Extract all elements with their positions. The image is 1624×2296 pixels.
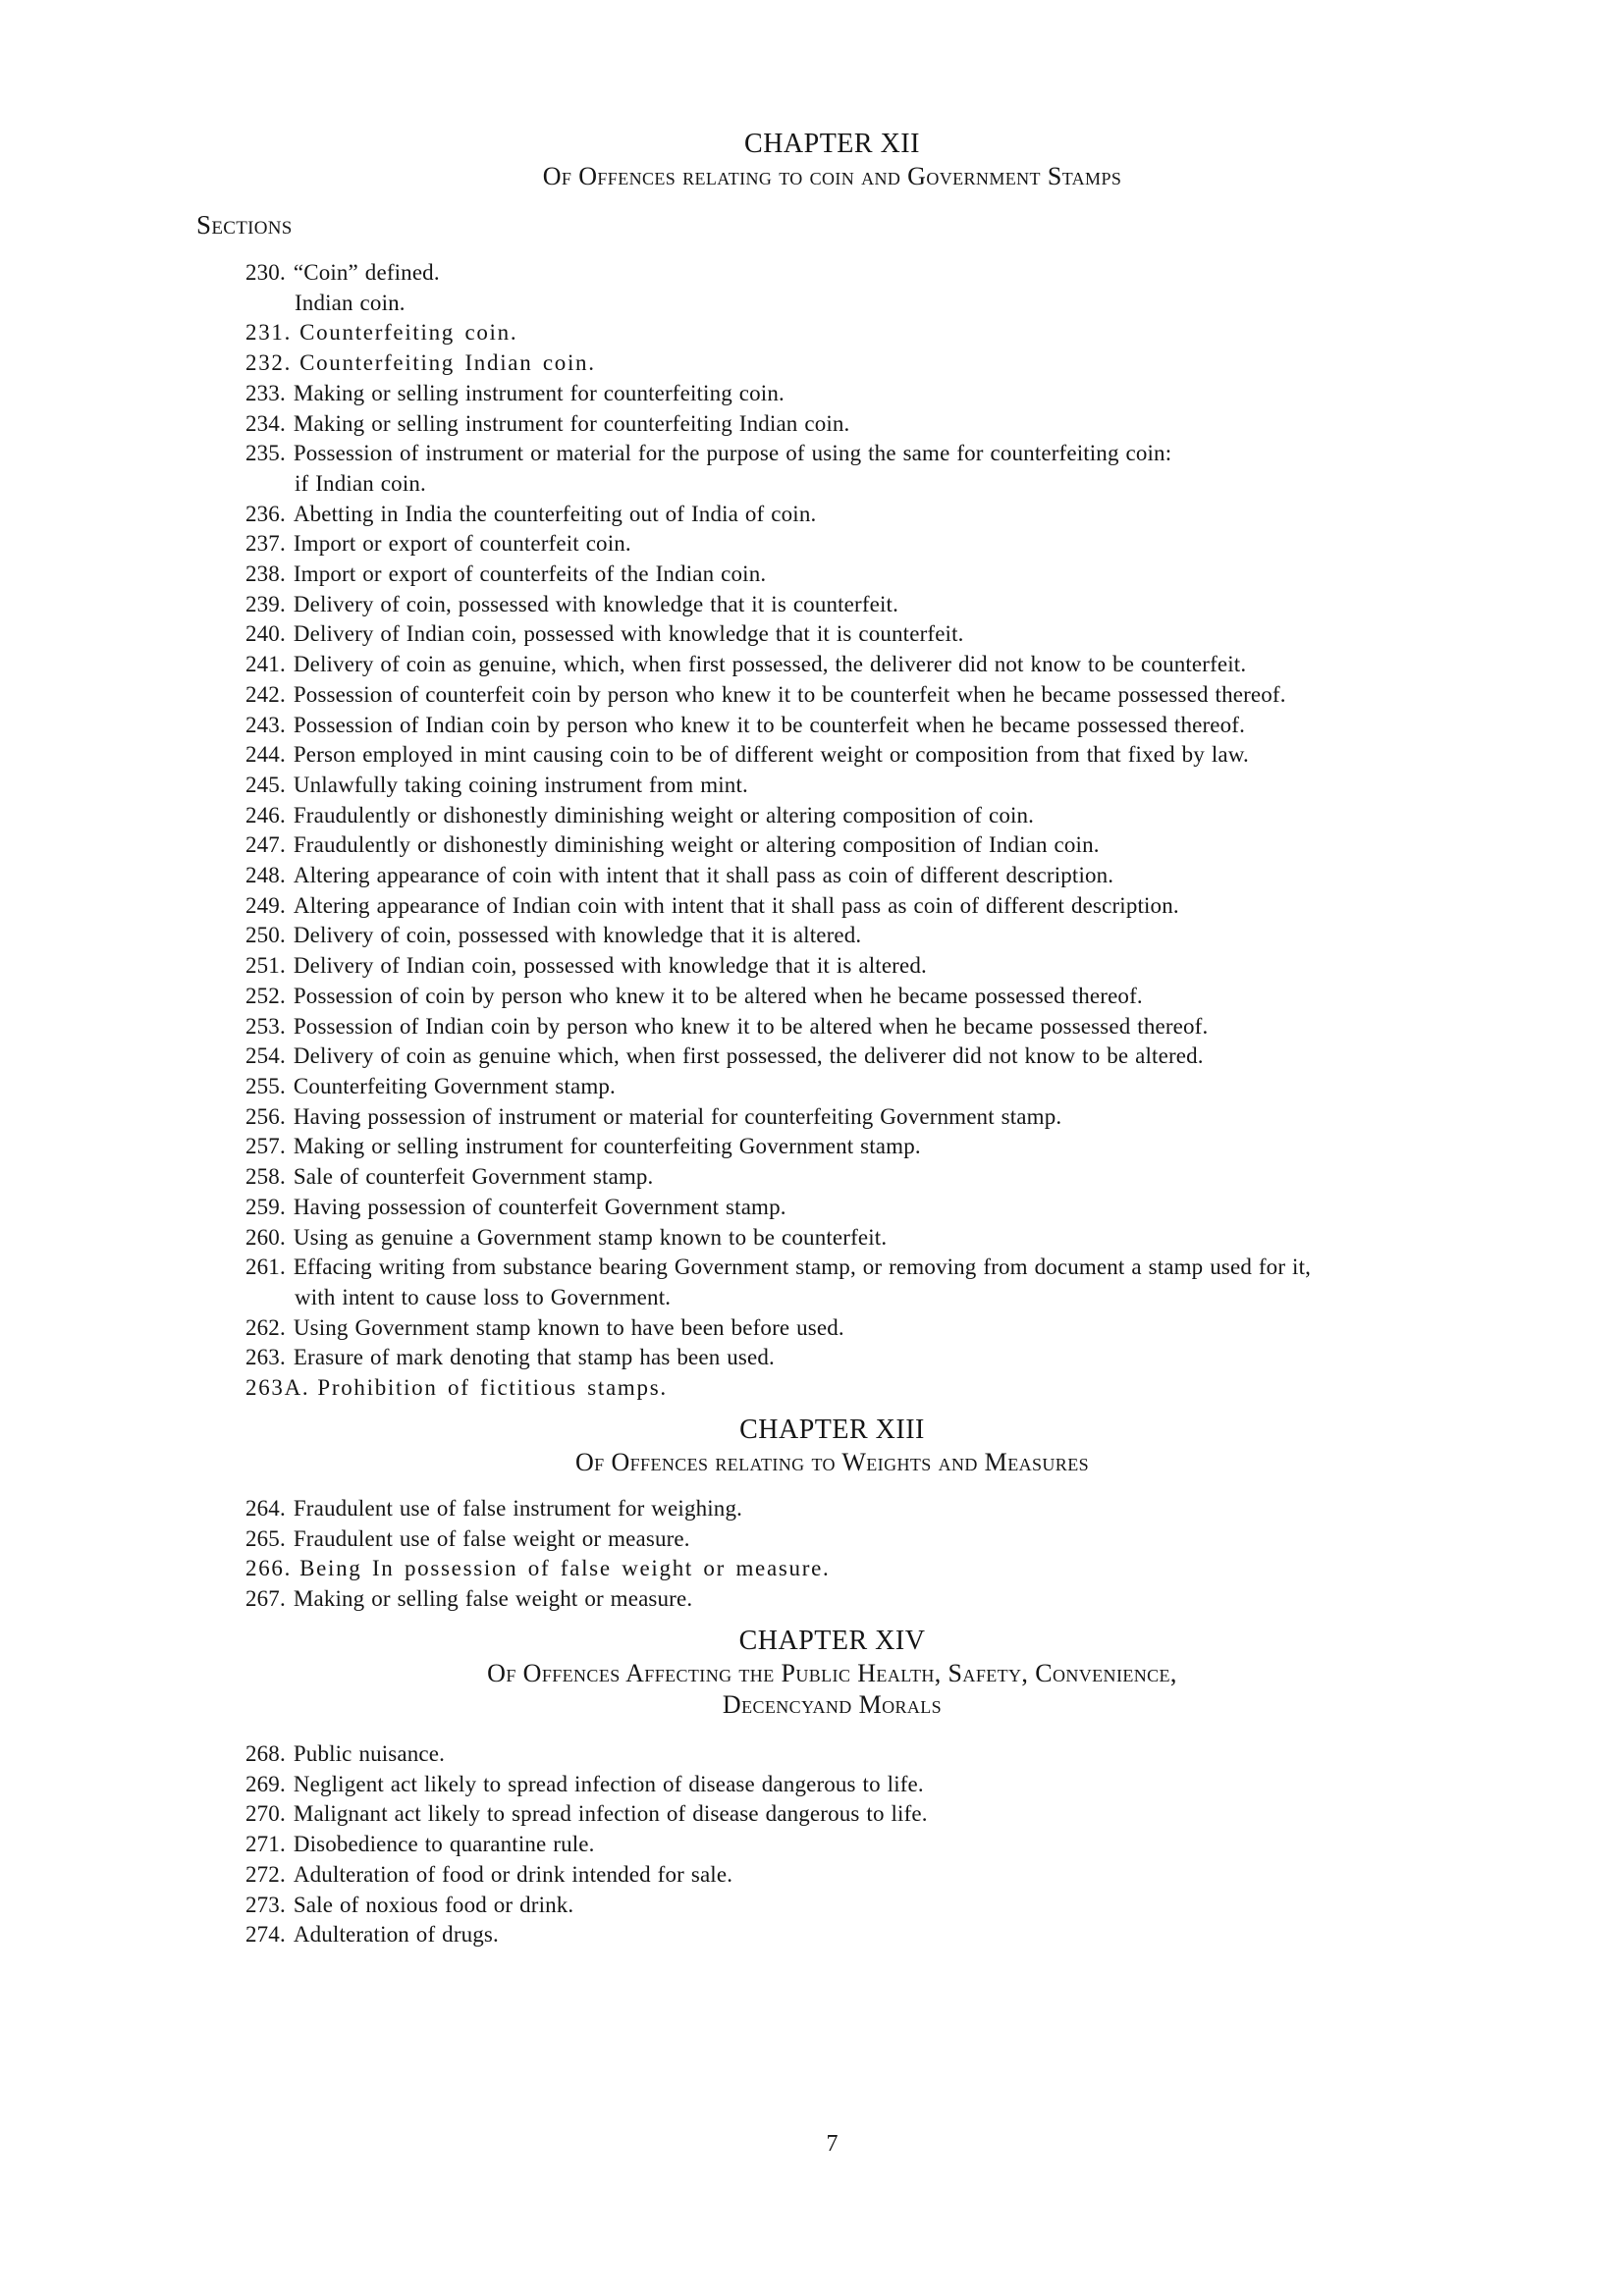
toc-item-number: 264. <box>245 1496 286 1521</box>
toc-item-263A <box>196 1373 1468 1404</box>
toc-item-text: Being In possession of false weight or measure. <box>299 1556 831 1581</box>
toc-item-number: 251. <box>245 953 286 979</box>
toc-item-262 <box>196 1313 1468 1344</box>
toc-item-273 <box>196 1891 1468 1921</box>
toc-item-number: 241. <box>245 652 286 677</box>
toc-item-text: “Coin” defined. <box>293 260 440 285</box>
content-column <box>196 0 1468 2296</box>
toc-item-number: 254. <box>245 1043 286 1069</box>
toc-item-274 <box>196 1920 1468 1950</box>
toc-item-258 <box>196 1162 1468 1193</box>
toc-item-text: Fraudulently or dishonestly diminishing weight or altering composition of coin. <box>293 802 1035 828</box>
toc-item-number: 243. <box>245 712 286 737</box>
toc-item-number: 269. <box>245 1771 286 1796</box>
toc-item-271 <box>196 1830 1468 1860</box>
toc-item-text: Delivery of coin as genuine which, when first possessed, the deliverer did not know to be altered. <box>293 1043 1204 1069</box>
toc-item-text: Altering appearance of coin with intent that it shall pass as coin of different description. <box>293 863 1114 888</box>
toc-item-238 <box>196 560 1468 590</box>
toc-item-number: 265. <box>245 1525 286 1551</box>
toc-item-244 <box>196 740 1468 771</box>
toc-item-240 <box>196 619 1468 650</box>
toc-item-number: 252. <box>245 983 286 1008</box>
toc-item-text: Delivery of coin, possessed with knowledge that it is counterfeit. <box>293 591 898 616</box>
toc-item-246 <box>196 801 1468 831</box>
toc-item-249 <box>196 891 1468 922</box>
toc-item-261 <box>196 1253 1468 1312</box>
toc-item-number: 232. <box>245 350 293 376</box>
toc-item-number: 268. <box>245 1741 286 1766</box>
toc-item-241 <box>196 650 1468 680</box>
toc-item-number: 242. <box>245 681 286 707</box>
toc-item-245 <box>196 771 1468 801</box>
toc-item-number: 250. <box>245 923 286 948</box>
toc-item-number: 260. <box>245 1224 286 1250</box>
chapter-13-heading <box>196 1414 1468 1478</box>
toc-item-text: Delivery of coin as genuine, which, when first possessed, the deliverer did not know to be counterfeit. <box>293 652 1247 677</box>
toc-item-269 <box>196 1770 1468 1800</box>
toc-item-237 <box>196 529 1468 560</box>
toc-item-268 <box>196 1739 1468 1770</box>
toc-item-235 <box>196 439 1468 499</box>
page-number: 7 <box>826 2131 839 2157</box>
toc-item-233 <box>196 379 1468 409</box>
chapter-13-subtitle: Of Offences relating to Weights and Measures <box>574 1448 1090 1476</box>
toc-item-266 <box>196 1554 1468 1584</box>
toc-item-257 <box>196 1132 1468 1162</box>
chapter-12-title: CHAPTER XII <box>744 129 920 159</box>
toc-item-number: 266. <box>245 1556 293 1581</box>
toc-item-251 <box>196 951 1468 982</box>
toc-item-number: 262. <box>245 1314 286 1340</box>
sections-label: Sections <box>196 210 293 240</box>
chapter-12-subtitle: Of Offences relating to coin and Government Stamps <box>542 162 1122 190</box>
toc-item-number: 271. <box>245 1832 286 1857</box>
toc-item-text: Possession of counterfeit coin by person who knew it to be counterfeit when he became possessed thereof. <box>293 681 1286 707</box>
toc-item-number: 270. <box>245 1801 286 1827</box>
toc-item-number: 267. <box>245 1586 286 1612</box>
toc-item-number: 258. <box>245 1164 286 1190</box>
toc-item-number: 247. <box>245 832 286 858</box>
toc-item-text: Making or selling instrument for counterfeiting coin. <box>293 380 785 405</box>
toc-item-text: Unlawfully taking coining instrument from mint. <box>293 772 748 797</box>
toc-item-text: Negligent act likely to spread infection of disease dangerous to life. <box>293 1771 924 1796</box>
toc-item-text: Making or selling false weight or measure. <box>293 1586 693 1612</box>
toc-item-number: 238. <box>245 561 286 587</box>
toc-item-242 <box>196 680 1468 711</box>
toc-item-260 <box>196 1223 1468 1254</box>
toc-item-text: Adulteration of drugs. <box>293 1922 499 1948</box>
toc-item-number: 244. <box>245 742 286 768</box>
toc-item-text: Possession of coin by person who knew it to be altered when he became possessed thereof. <box>293 983 1143 1008</box>
toc-item-255 <box>196 1072 1468 1102</box>
toc-item-text: Public nuisance. <box>293 1741 446 1766</box>
toc-item-text: Delivery of coin, possessed with knowledge that it is altered. <box>293 923 862 948</box>
toc-item-number: 245. <box>245 772 286 797</box>
toc-item-text: Disobedience to quarantine rule. <box>293 1832 595 1857</box>
toc-item-text: Fraudulently or dishonestly diminishing weight or altering composition of Indian coin. <box>293 832 1100 858</box>
toc-item-text: Altering appearance of Indian coin with intent that it shall pass as coin of different description. <box>293 892 1179 918</box>
chapter-12-heading <box>196 128 1468 192</box>
toc-item-number: 253. <box>245 1013 286 1039</box>
toc-item-number: 263. <box>245 1345 286 1370</box>
chapter-13-item-list <box>196 1494 1468 1615</box>
toc-item-text: Sale of counterfeit Government stamp. <box>293 1164 654 1190</box>
toc-item-267 <box>196 1584 1468 1615</box>
toc-item-continuation: Indian coin. <box>295 290 406 315</box>
toc-item-text: Sale of noxious food or drink. <box>293 1892 574 1917</box>
toc-item-continuation: with intent to cause loss to Government. <box>295 1284 672 1309</box>
toc-item-number: 235. <box>245 441 286 466</box>
toc-item-253 <box>196 1012 1468 1042</box>
toc-item-236 <box>196 500 1468 530</box>
toc-item-text: Adulteration of food or drink intended for sale. <box>293 1861 733 1887</box>
toc-item-259 <box>196 1193 1468 1223</box>
toc-item-239 <box>196 590 1468 620</box>
chapter-13-title: CHAPTER XIII <box>739 1415 925 1445</box>
toc-item-text: Erasure of mark denoting that stamp has been used. <box>293 1345 775 1370</box>
toc-item-text: Import or export of counterfeit coin. <box>293 531 631 557</box>
toc-item-text: Delivery of Indian coin, possessed with knowledge that it is altered. <box>293 953 927 979</box>
toc-item-256 <box>196 1102 1468 1133</box>
toc-item-number: 274. <box>245 1922 286 1948</box>
chapter-14-subtitle-line2: Decencyand Morals <box>722 1690 943 1719</box>
toc-item-text: Fraudulent use of false weight or measure. <box>293 1525 690 1551</box>
toc-item-text: Delivery of Indian coin, possessed with knowledge that it is counterfeit. <box>293 621 964 647</box>
toc-item-text: Import or export of counterfeits of the Indian coin. <box>293 561 767 587</box>
toc-item-248 <box>196 861 1468 891</box>
toc-item-254 <box>196 1041 1468 1072</box>
toc-item-text: Counterfeiting Government stamp. <box>293 1073 616 1098</box>
toc-item-231 <box>196 318 1468 348</box>
toc-item-number: 257. <box>245 1134 286 1159</box>
toc-item-272 <box>196 1860 1468 1891</box>
toc-item-text: Possession of Indian coin by person who knew it to be altered when he became possessed thereof. <box>293 1013 1209 1039</box>
toc-item-number: 234. <box>245 410 286 436</box>
toc-item-number: 249. <box>245 892 286 918</box>
toc-item-number: 240. <box>245 621 286 647</box>
toc-item-number: 259. <box>245 1194 286 1219</box>
toc-item-text: Using as genuine a Government stamp known to be counterfeit. <box>293 1224 888 1250</box>
chapter-14-item-list <box>196 1739 1468 1950</box>
toc-item-243 <box>196 711 1468 741</box>
chapter-14-heading <box>196 1625 1468 1721</box>
toc-item-text: Abetting in India the counterfeiting out of India of coin. <box>293 501 817 526</box>
chapter-12-item-list <box>196 258 1468 1404</box>
toc-item-number: 261. <box>245 1255 286 1280</box>
toc-item-text: Person employed in mint causing coin to be of different weight or composition from that fixed by law. <box>293 742 1249 768</box>
toc-item-text: Prohibition of fictitious stamps. <box>317 1375 668 1401</box>
toc-item-number: 231. <box>245 320 293 346</box>
toc-item-number: 236. <box>245 501 286 526</box>
toc-item-text: Counterfeiting Indian coin. <box>299 350 596 376</box>
toc-item-number: 239. <box>245 591 286 616</box>
toc-item-232 <box>196 348 1468 379</box>
toc-item-number: 237. <box>245 531 286 557</box>
toc-item-264 <box>196 1494 1468 1524</box>
toc-item-263 <box>196 1343 1468 1373</box>
toc-item-text: Counterfeiting coin. <box>299 320 518 346</box>
toc-item-number: 246. <box>245 802 286 828</box>
toc-item-number: 248. <box>245 863 286 888</box>
toc-item-270 <box>196 1799 1468 1830</box>
toc-item-265 <box>196 1524 1468 1555</box>
toc-item-text: Making or selling instrument for counterfeiting Government stamp. <box>293 1134 921 1159</box>
toc-item-text: Fraudulent use of false instrument for weighing. <box>293 1496 742 1521</box>
toc-item-text: Having possession of instrument or material for counterfeiting Government stamp. <box>293 1103 1062 1129</box>
toc-item-number: 255. <box>245 1073 286 1098</box>
toc-item-number: 233. <box>245 380 286 405</box>
toc-item-234 <box>196 409 1468 440</box>
toc-item-text: Having possession of counterfeit Government stamp. <box>293 1194 786 1219</box>
toc-item-number: 256. <box>245 1103 286 1129</box>
toc-item-230 <box>196 258 1468 318</box>
toc-item-text: Effacing writing from substance bearing Government stamp, or removing from document a stamp used for it, <box>293 1255 1312 1280</box>
toc-item-number: 272. <box>245 1861 286 1887</box>
toc-item-text: Possession of instrument or material for the purpose of using the same for counterfeiting coin: <box>293 441 1172 466</box>
toc-item-252 <box>196 982 1468 1012</box>
chapter-14-subtitle: Of Offences Affecting the Public Health, Safety, Convenience, <box>487 1659 1177 1687</box>
chapter-14-title: CHAPTER XIV <box>738 1626 926 1656</box>
toc-item-continuation: if Indian coin. <box>295 470 426 496</box>
toc-item-number: 263A. <box>245 1375 310 1401</box>
toc-item-number: 230. <box>245 260 286 285</box>
toc-item-text: Possession of Indian coin by person who knew it to be counterfeit when he became possessed thereof. <box>293 712 1246 737</box>
toc-item-number: 273. <box>245 1892 286 1917</box>
toc-item-247 <box>196 830 1468 861</box>
toc-item-250 <box>196 921 1468 951</box>
toc-item-text: Using Government stamp known to have been before used. <box>293 1314 844 1340</box>
toc-item-text: Malignant act likely to spread infection of disease dangerous to life. <box>293 1801 928 1827</box>
toc-item-text: Making or selling instrument for counterfeiting Indian coin. <box>293 410 850 436</box>
